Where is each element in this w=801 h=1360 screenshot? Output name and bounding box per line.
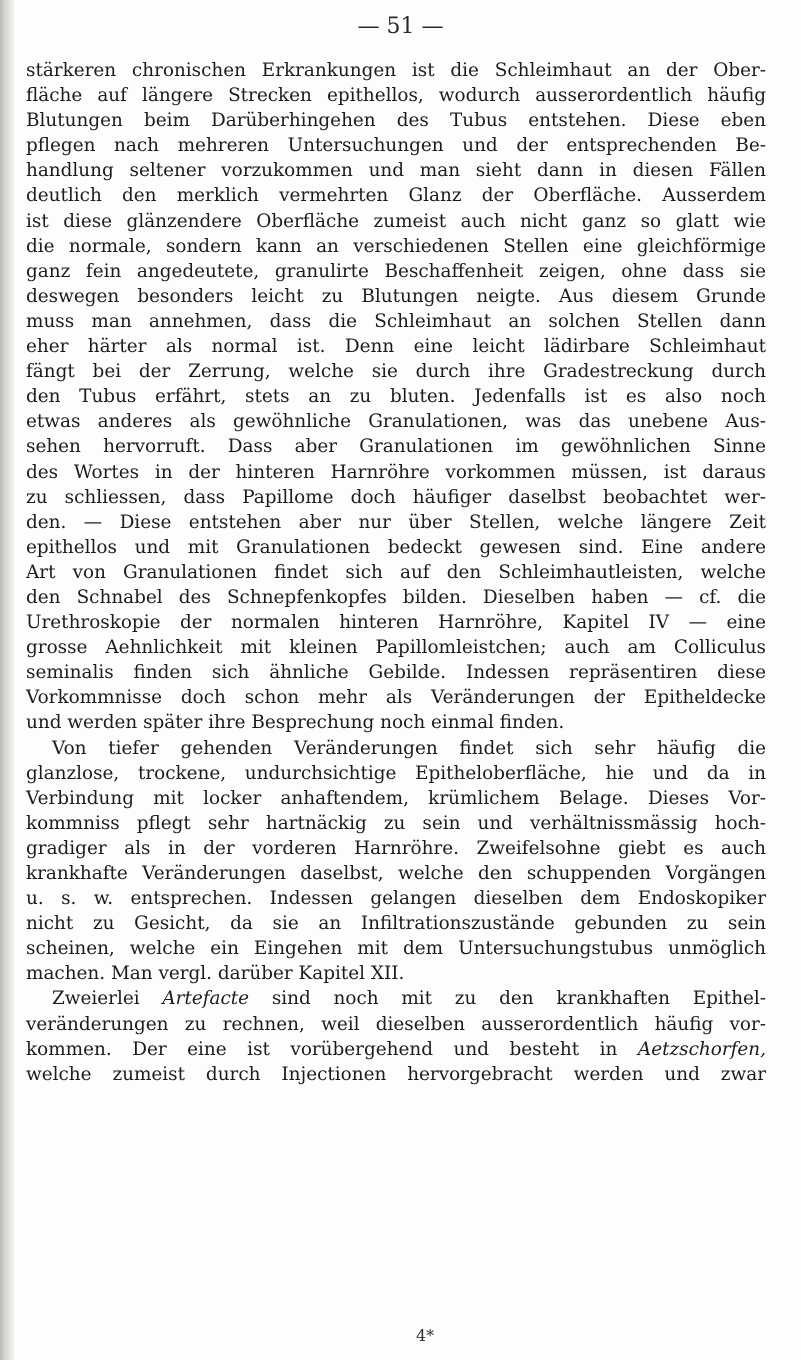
- text-line: des Wortes in der hinteren Harnröhre vorkommen müssen, ist daraus: [26, 461, 766, 483]
- text-line: die normale, sondern kann an verschiedenen Stellen eine gleichförmige: [26, 235, 766, 257]
- text-line: scheinen, welche ein Eingehen mit dem Untersuchungstubus unmöglich: [26, 938, 766, 960]
- text-line: fläche auf längere Strecken epithellos, wodurch ausserordentlich häufig: [26, 85, 766, 107]
- text-line: veränderungen zu rechnen, weil dieselben ausserordentlich häufig vor-: [26, 1013, 766, 1035]
- signature-mark: 4*: [416, 1326, 435, 1345]
- binding-shadow: [0, 0, 14, 1360]
- text-line: Von tiefer gehenden Veränderungen findet sich sehr häufig die: [52, 737, 766, 759]
- text-line: zu schliessen, dass Papillome doch häufiger daselbst beobachtet wer-: [26, 486, 766, 508]
- text-line: deutlich den merklich vermehrten Glanz der Oberfläche. Ausserdem: [26, 185, 766, 207]
- text-line: glanzlose, trockene, undurchsichtige Epitheloberfläche, hie und da in: [26, 762, 766, 784]
- body-text: [26, 58, 766, 1087]
- text-line: machen. Man vergl. darüber Kapitel XII.: [26, 963, 405, 985]
- text-line: Zweierlei Artefacte sind noch mit zu den krankhaften Epithel-: [52, 988, 767, 1010]
- text-line: Blutungen beim Darüberhingehen des Tubus entstehen. Diese eben: [26, 110, 766, 132]
- page-number: — 51 —: [357, 14, 444, 39]
- text-line: seminalis finden sich ähnliche Gebilde. Indessen repräsentiren diese: [26, 662, 766, 684]
- text-line: den Tubus erfährt, stets an zu bluten. Jedenfalls ist es also noch: [26, 386, 766, 408]
- emphasized-term: Aetzschorfen,: [637, 1038, 766, 1060]
- text-line: handlung seltener vorzukommen und man sieht dann in diesen Fällen: [26, 160, 766, 182]
- text-line: grosse Aehnlichkeit mit kleinen Papillomleistchen; auch am Colliculus: [26, 637, 766, 659]
- emphasized-term: Artefacte: [162, 988, 250, 1010]
- text-line: Urethroskopie der normalen hinteren Harnröhre, Kapitel IV — eine: [26, 612, 766, 634]
- text-line: etwas anderes als gewöhnliche Granulationen, was das unebene Aus-: [26, 411, 766, 433]
- text-line: Art von Granulationen findet sich auf den Schleimhautleisten, welche: [26, 561, 766, 583]
- text-line: sehen hervorruft. Dass aber Granulationen im gewöhnlichen Sinne: [26, 436, 766, 458]
- text-line: u. s. w. entsprechen. Indessen gelangen dieselben dem Endoskopiker: [26, 888, 766, 910]
- text-line: und werden später ihre Besprechung noch einmal finden.: [26, 712, 565, 734]
- text-line: deswegen besonders leicht zu Blutungen neigte. Aus diesem Grunde: [26, 285, 766, 307]
- text-line: den Schnabel des Schnepfenkopfes bilden. Dieselben haben — cf. die: [26, 586, 766, 608]
- text-line: ganz fein angedeutete, granulirte Beschaffenheit zeigen, ohne dass sie: [26, 260, 766, 282]
- text-line: gradiger als in der vorderen Harnröhre. Zweifelsohne giebt es auch: [26, 837, 766, 859]
- text-line: epithellos und mit Granulationen bedeckt gewesen sind. Eine andere: [26, 536, 766, 558]
- text-line: ist diese glänzendere Oberfläche zumeist auch nicht ganz so glatt wie: [26, 210, 766, 232]
- text-line: welche zumeist durch Injectionen hervorgebracht werden und zwar: [26, 1063, 766, 1085]
- text-line: muss man annehmen, dass die Schleimhaut an solchen Stellen dann: [26, 310, 766, 332]
- text-line: krankhafte Veränderungen daselbst, welche den schuppenden Vorgängen: [26, 863, 766, 884]
- text-line: fängt bei der Zerrung, welche sie durch ihre Gradestreckung durch: [26, 361, 766, 383]
- text-line: kommniss pflegt sehr hartnäckig zu sein und verhältnissmässig hoch-: [26, 812, 766, 834]
- text-line: den. — Diese entstehen aber nur über Stellen, welche längere Zeit: [26, 511, 766, 533]
- text-line: nicht zu Gesicht, da sie an Infiltrationszustände gebunden zu sein: [26, 913, 766, 935]
- text-line: Vorkommnisse doch schon mehr als Veränderungen der Epitheldecke: [26, 687, 766, 709]
- text-line: kommen. Der eine ist vorübergehend und besteht in Aetzschorfen,: [26, 1038, 766, 1060]
- text-line: Verbindung mit locker anhaftendem, krümlichem Belage. Dieses Vor-: [26, 787, 766, 809]
- text-line: eher härter als normal ist. Denn eine leicht lädirbare Schleimhaut: [26, 336, 766, 358]
- text-line: pflegen nach mehreren Untersuchungen und der entsprechenden Be-: [26, 135, 766, 157]
- text-line: stärkeren chronischen Erkrankungen ist die Schleimhaut an der Ober-: [26, 60, 766, 81]
